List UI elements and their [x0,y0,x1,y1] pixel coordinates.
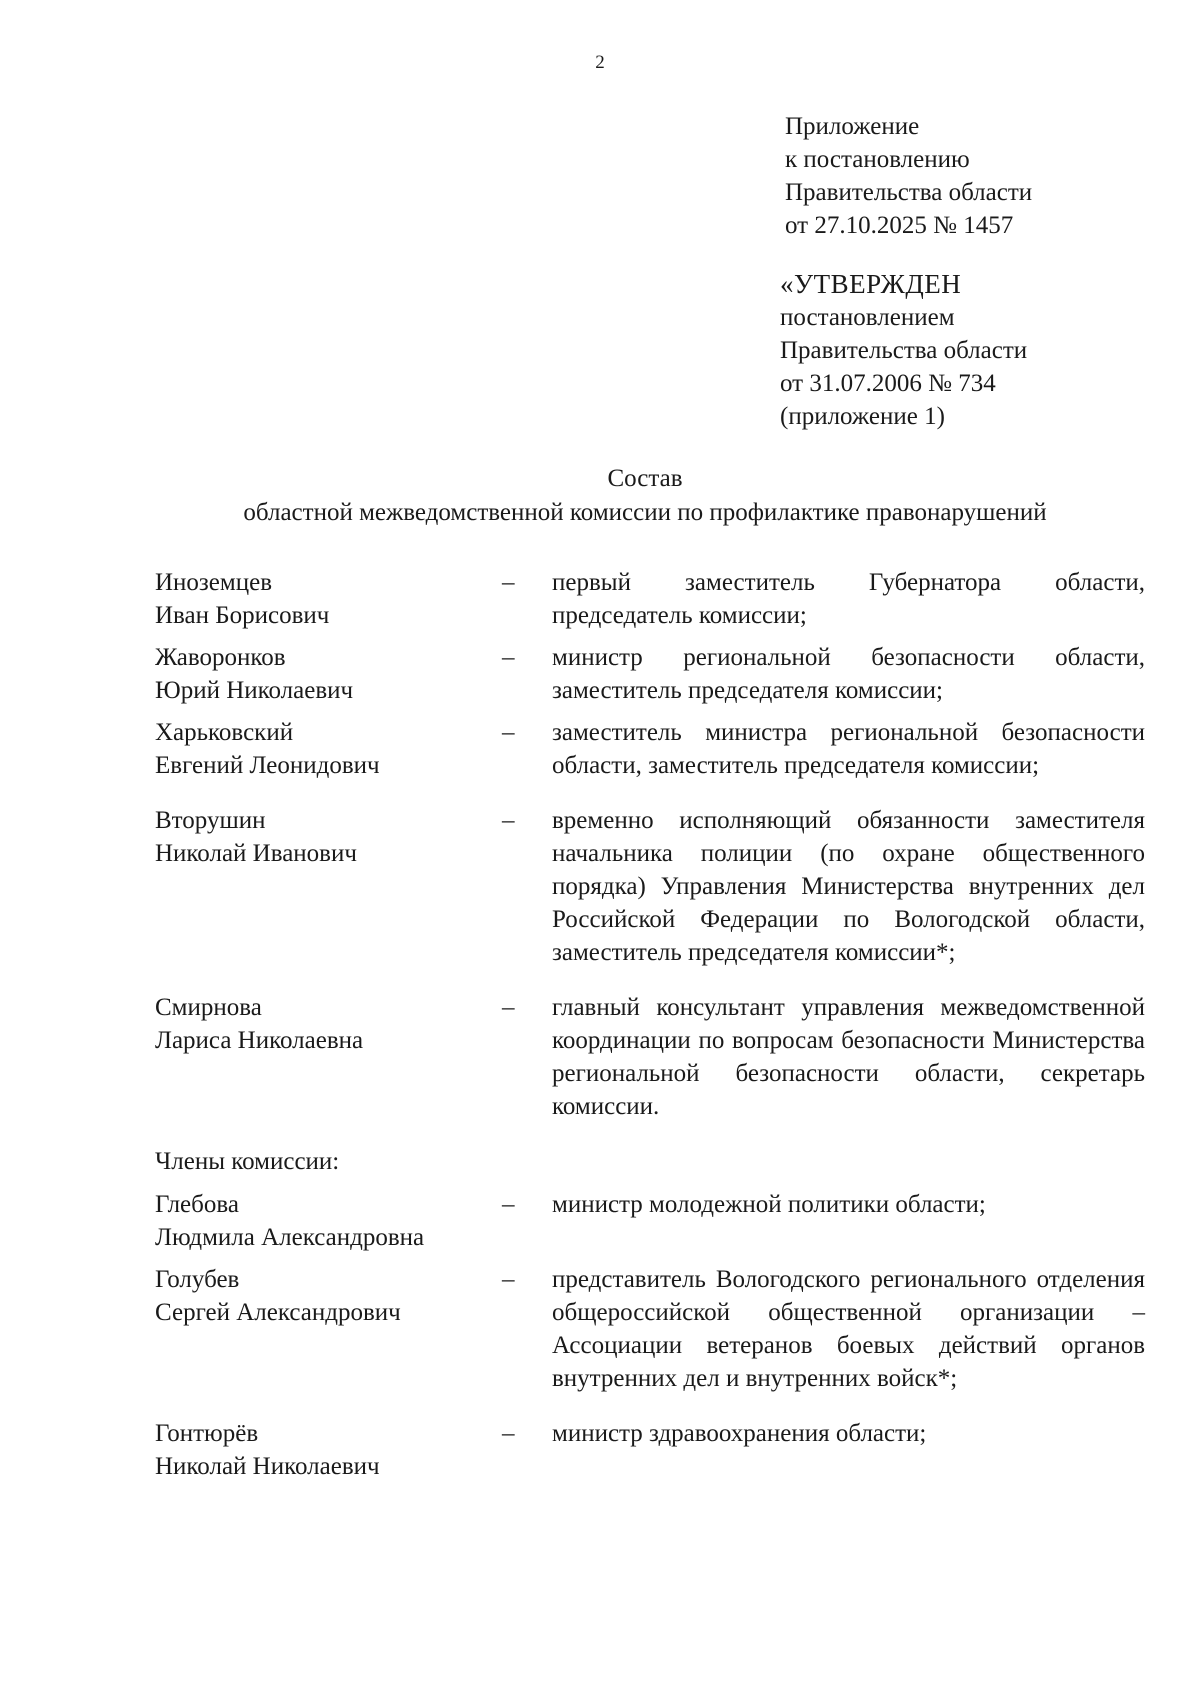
member-given-name: Лариса Николаевна [155,1027,364,1054]
member-row [155,1263,1145,1395]
attachment-line: к постановлению [785,146,970,173]
member-role: первый заместитель Губернатора области, председатель комиссии; [552,569,1145,629]
member-name [155,804,500,969]
document-subtitle: областной межведомственной комиссии по профилактике правонарушений [243,499,1047,526]
dash-separator: – [502,569,515,596]
member-name [155,1263,500,1395]
member-role: представитель Вологодского регионального отделения общероссийской общественной организации – Ассоциации ветеранов боевых действий органов внутренних дел и внутренних войск*; [552,1266,1145,1392]
member-row [155,1417,1145,1483]
document-title: Состав [607,465,683,492]
member-role: главный консультант управления межведомственной координации по вопросам безопасности Министерства региональной безопасности области, секретарь комиссии. [552,994,1145,1120]
dash-separator: – [502,807,515,834]
member-role: заместитель министра региональной безопасности области, заместитель председателя комиссии; [552,719,1145,779]
member-name [155,566,500,632]
approval-line: Правительства области [780,337,1028,364]
member-row [155,716,1145,782]
member-row [155,1188,1145,1254]
member-surname: Смирнова [155,994,262,1021]
member-given-name: Николай Иванович [155,840,357,867]
page-number: 2 [595,52,605,73]
members-section-label: Члены комиссии: [155,1148,340,1175]
member-surname: Иноземцев [155,569,273,596]
approval-appendix: (приложение 1) [780,403,945,430]
dash-separator: – [502,994,515,1021]
attachment-line: Правительства области [785,179,1033,206]
member-given-name: Сергей Александрович [155,1299,401,1326]
member-surname: Вторушин [155,807,266,834]
member-name [155,1188,500,1254]
member-row [155,804,1145,969]
approval-heading: «УТВЕРЖДЕН [780,269,962,299]
attachment-block [785,110,1032,242]
member-surname: Гонтюрёв [155,1420,259,1447]
member-role: министр молодежной политики области; [552,1191,986,1218]
member-name [155,991,500,1123]
member-role: министр здравоохранения области; [552,1420,927,1447]
member-given-name: Людмила Александровна [155,1224,425,1251]
member-name [155,641,500,707]
dash-separator: – [502,1191,515,1218]
approval-block [780,268,1027,433]
dash-separator: – [502,644,515,671]
member-given-name: Юрий Николаевич [155,677,354,704]
member-role: временно исполняющий обязанности заместителя начальника полиции (по охране общественного порядка) Управления Министерства внутренних дел Российской Федерации по Вологодской области, заместитель председателя комиссии*; [552,807,1145,966]
member-name [155,1417,500,1483]
attachment-date: от 27.10.2025 № 1457 [785,212,1014,239]
approval-date: от 31.07.2006 № 734 [780,370,996,397]
approval-line: постановлением [780,304,955,331]
member-row [155,641,1145,707]
dash-separator: – [502,1266,515,1293]
dash-separator: – [502,719,515,746]
commission-list [155,566,1145,1492]
member-given-name: Евгений Леонидович [155,752,380,779]
member-row [155,566,1145,632]
member-name [155,716,500,782]
member-surname: Глебова [155,1191,239,1218]
dash-separator: – [502,1420,515,1447]
member-surname: Харьковский [155,719,294,746]
member-given-name: Иван Борисович [155,602,330,629]
member-given-name: Николай Николаевич [155,1453,380,1480]
attachment-line: Приложение [785,113,920,140]
member-role: министр региональной безопасности области, заместитель председателя комиссии; [552,644,1145,704]
member-row [155,991,1145,1123]
member-surname: Голубев [155,1266,240,1293]
member-surname: Жаворонков [155,644,286,671]
